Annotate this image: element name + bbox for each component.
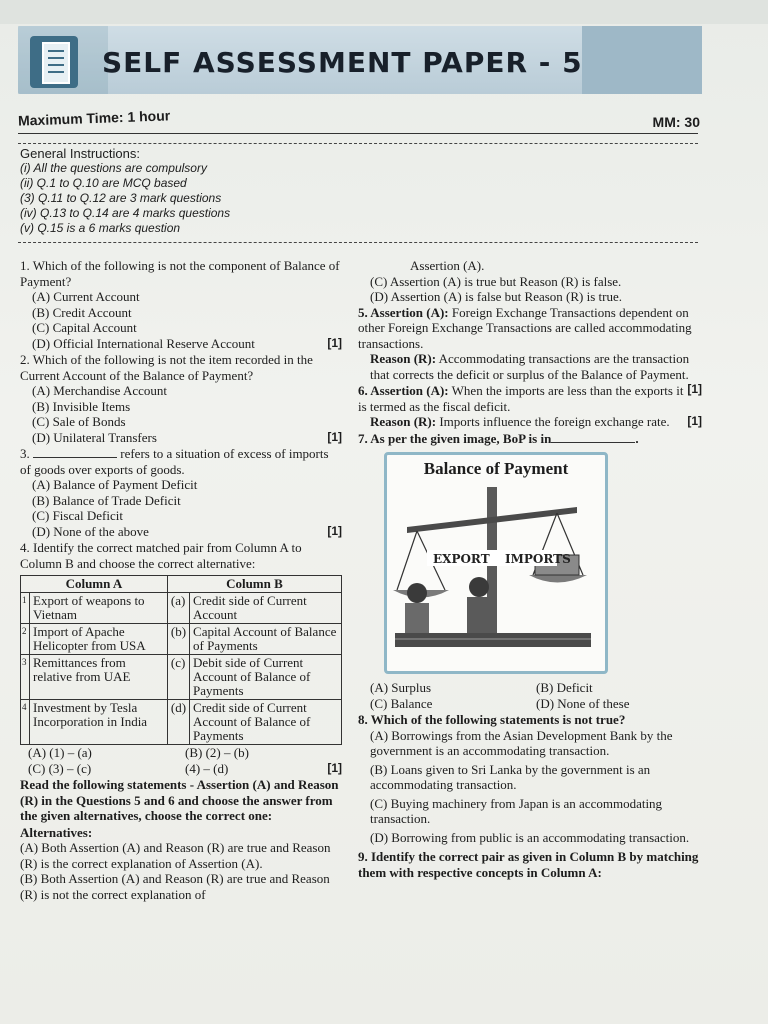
divider <box>18 133 698 134</box>
assertion-reason-intro: Read the following statements - Assertion (A) and Reason (R) in the Questions 5 and 6 and choose the answer from the given alternatives, choose the correct one: <box>20 777 339 823</box>
export-label: EXPORT <box>433 552 490 566</box>
top-band <box>0 0 768 24</box>
max-time: Maximum Time: 1 hour <box>17 107 171 129</box>
balance-of-payment-image: Balance of Payment EXPORT IMPORTS <box>384 452 608 674</box>
divider-dashed <box>18 242 698 243</box>
question-1: 1. Which of the following is not the component of Balance of Payment? (A) Current Account (B) Credit Account (C) Capital Account (D) Official International Reserve Account [1] <box>20 258 342 351</box>
question-7: 7. As per the given image, BoP is in . Balance of Payment EXPORT IMPORTS (A) Surplus (B) Deficit (C) Balance (D) None of these <box>358 430 639 711</box>
question-5: 5. Assertion (A): Foreign Exchange Transactions dependent on other Foreign Exchange Transactions are called accommodating transactions. Reason (R): Accommodating transactions are the transaction that corrects the deficit or surplus of the Balance of Payment. [1] <box>358 304 702 396</box>
page-title: SELF ASSESSMENT PAPER - 5 <box>102 46 583 79</box>
max-marks: MM: 30 <box>652 114 700 130</box>
answer-blank <box>33 457 117 458</box>
question-8: 8. Which of the following statements is not true? (A) Borrowings from the Asian Development Bank by the government is an accommodating transaction. (B) Loans given to Sri Lanka by the government is an accommodating transaction. (C) Buying machinery from Japan is an accommodating transaction. (D) Borrowing from public is an accommodating transaction. <box>358 712 690 845</box>
answer-blank <box>551 442 635 443</box>
question-9: 9. Identify the correct pair as given in Column B by matching them with respective concepts in Column A: <box>358 849 699 880</box>
right-column: Assertion (A). (C) Assertion (A) is true but Reason (R) is false. (D) Assertion (A) is false but Reason (R) is true. 5. Assertion (A): Foreign Exchange Transactions dependent on other Foreign Exchange Transactions are called accommodating transactions. Reason (R): Accommodating transactions are the transaction that corrects the deficit or surplus of the Balance of Payment. [1] 6. Assertion (A): When the imports are less than the exports it is termed as the fiscal deficit. Reason (R): Imports influence the foreign exchange rate. [1] 7. As per the given image, BoP is in . Balance of Payment EXPORT IMPORTS (A) Surplus (B) Deficit (C) Balance (D) None of these 8. Which of the following statements is not true? (A) Borrowings from the Asian Development Bank by the government is an accommodating transaction. (B) Loans given to Sri Lanka by the government is an accommodating transaction. (C) Buying machinery from Japan is an accommodating transaction. (D) Borrowing from public is an accommodating transaction. 9. Identify the correct pair as given in Column B by matching them with respective concepts in Column A: <box>358 258 702 880</box>
question-3: 3. refers to a situation of excess of imports of goods over exports of goods. (A) Balance of Payment Deficit (B) Balance of Trade Deficit (C) Fiscal Deficit (D) None of the above [1] <box>20 446 342 539</box>
checklist-icon <box>30 36 78 88</box>
question-4: 4. Identify the correct matched pair from Column A to Column B and choose the correct alternative: Column A Column B 1 Export of weapons to Vietnam (a) Credit side of Current Account 2 Import of Apache Helicopter from USA (b) Capital Account of Balance of Payments 3 Remittances from relative from UAE (c) Debit side of Current Account of Balance of Payments 4 Investment by Tesla Incorporation in India (d) Credit side of Current Account of Balance of Payments (A) (1) – (a) (B) (2) – (b) (C) (3) – (c) (4) – (d) [1] <box>20 540 342 776</box>
question-6: 6. Assertion (A): When the imports are less than the exports it is termed as the fiscal deficit. Reason (R): Imports influence the foreign exchange rate. [1] <box>358 383 702 429</box>
imports-label: IMPORTS <box>505 552 571 566</box>
divider-dashed <box>18 143 698 144</box>
title-banner <box>18 26 702 94</box>
person-right <box>469 577 489 597</box>
scale-base <box>395 633 591 647</box>
person-left <box>407 583 427 603</box>
table-row: 4 Investment by Tesla Incorporation in India (d) Credit side of Current Account of Balance of Payments <box>21 700 342 745</box>
match-table: Column A Column B 1 Export of weapons to Vietnam (a) Credit side of Current Account 2 Import of Apache Helicopter from USA (b) Capital Account of Balance of Payments 3 Remittances from relative from UAE (c) Debit side of Current Account of Balance of Payments 4 Investment by Tesla Incorporation in India (d) Credit side of Current Account of Balance of Payments <box>20 575 342 745</box>
left-column <box>20 258 342 903</box>
table-row: 1 Export of weapons to Vietnam (a) Credit side of Current Account <box>21 593 342 624</box>
scale-illustration <box>387 455 599 665</box>
right-pan <box>529 575 587 583</box>
general-instructions: General Instructions: (i) All the questions are compulsory (ii) Q.1 to Q.10 are MCQ based (3) Q.11 to Q.12 are 3 mark questions (iv) Q.13 to Q.14 are 4 marks questions (v) Q.15 is a 6 marks question <box>20 146 231 235</box>
table-row: 3 Remittances from relative from UAE (c) Debit side of Current Account of Balance of Payments <box>21 655 342 700</box>
alternatives: Alternatives: (A) Both Assertion (A) and Reason (R) are true and Reason (R) is the correct explanation of Assertion (A). (B) Both Assertion (A) and Reason (R) are true and Reason (R) is not the correct explanation of <box>20 824 331 902</box>
question-2: 2. Which of the following is not the item recorded in the Current Account of the Balance of Payment? (A) Merchandise Account (B) Invisible Items (C) Sale of Bonds (D) Unilateral Transfers [1] <box>20 352 342 445</box>
table-row: 2 Import of Apache Helicopter from USA (b) Capital Account of Balance of Payments <box>21 624 342 655</box>
